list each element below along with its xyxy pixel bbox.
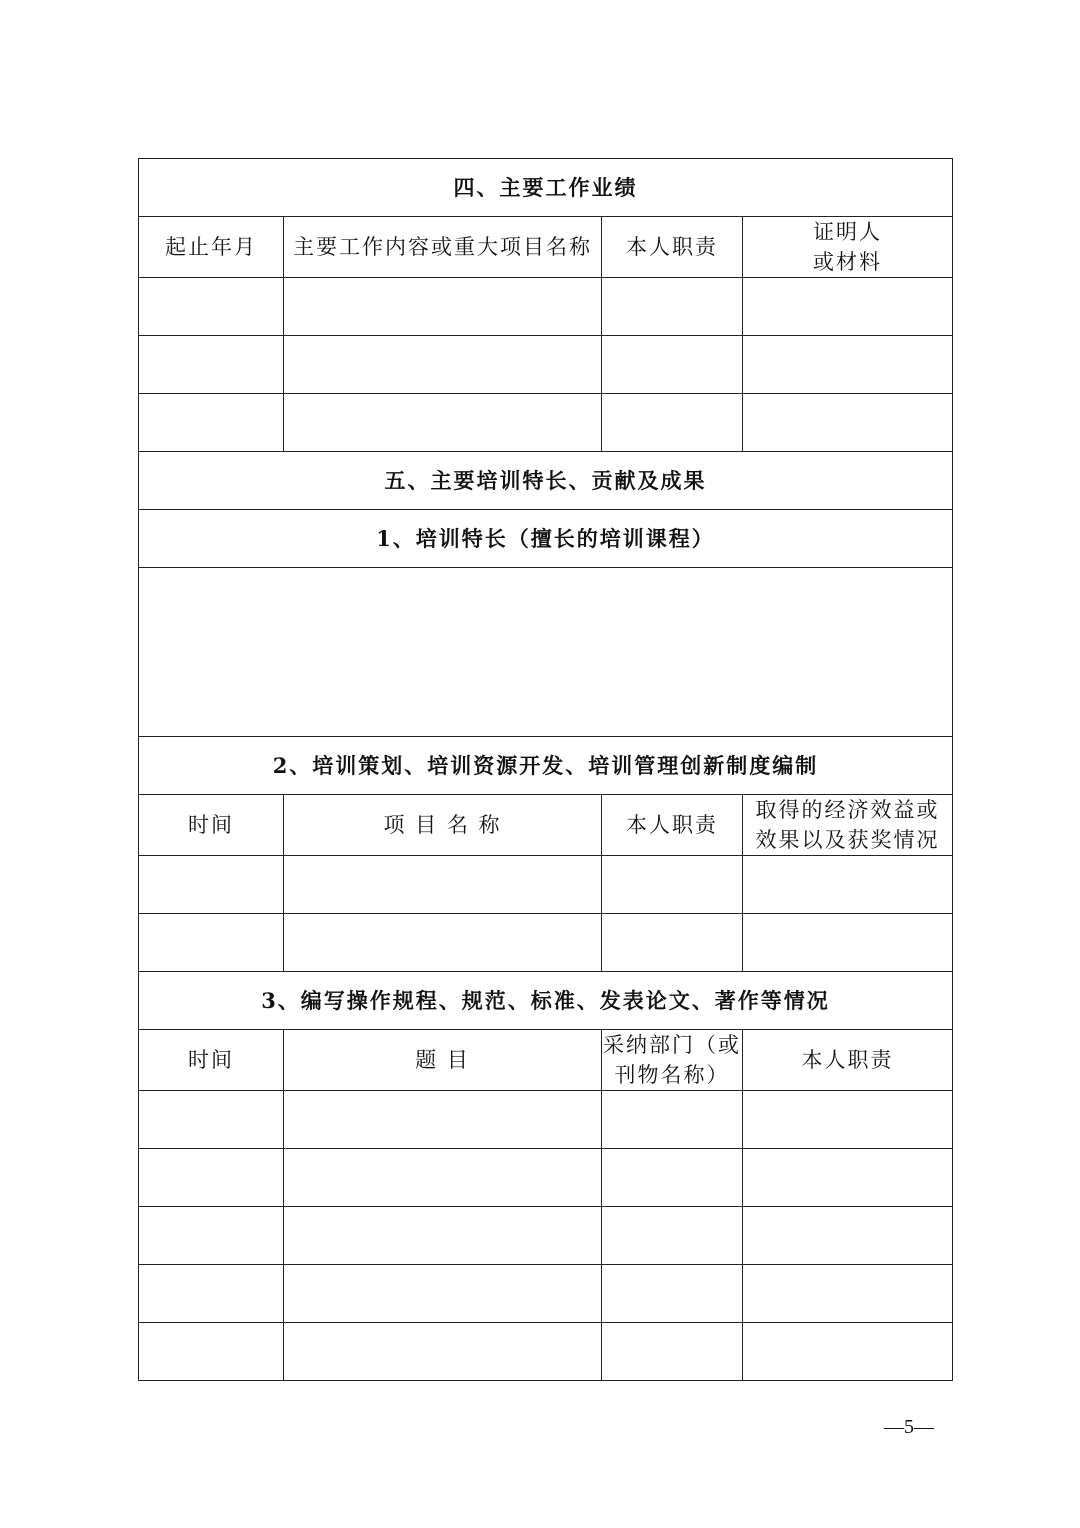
header-proof — [743, 217, 953, 278]
header-responsibility: 本人职责 — [743, 1030, 953, 1091]
blank-cell[interactable] — [743, 914, 953, 972]
page-number: —5— — [884, 1416, 934, 1438]
blank-cell[interactable] — [602, 394, 743, 452]
blank-cell[interactable] — [139, 1091, 284, 1149]
blank-cell[interactable] — [284, 914, 602, 972]
table-row — [139, 856, 953, 914]
header-adopting-dept-line1: 采纳部门（或 — [603, 1033, 741, 1057]
blank-cell[interactable] — [743, 1091, 953, 1149]
table-row — [139, 278, 953, 336]
blank-cell[interactable] — [743, 336, 953, 394]
blank-cell[interactable] — [139, 1323, 284, 1381]
table-row — [139, 336, 953, 394]
blank-cell[interactable] — [139, 1149, 284, 1207]
blank-cell[interactable] — [602, 914, 743, 972]
table-row — [139, 1323, 953, 1381]
blank-cell[interactable] — [139, 1265, 284, 1323]
header-time: 时间 — [139, 1030, 284, 1091]
table-row — [139, 1207, 953, 1265]
blank-cell[interactable] — [743, 1207, 953, 1265]
blank-cell[interactable] — [743, 856, 953, 914]
header-work-content: 主要工作内容或重大项目名称 — [284, 217, 602, 278]
blank-cell[interactable] — [743, 1149, 953, 1207]
header-period: 起止年月 — [139, 217, 284, 278]
blank-cell[interactable] — [139, 394, 284, 452]
blank-cell[interactable] — [743, 394, 953, 452]
blank-cell[interactable] — [602, 278, 743, 336]
blank-cell[interactable] — [139, 1207, 284, 1265]
training-specialty-field[interactable] — [139, 568, 953, 737]
blank-cell[interactable] — [602, 856, 743, 914]
header-project-name: 项 目 名 称 — [284, 795, 602, 856]
section4-header-row — [139, 217, 953, 278]
blank-cell[interactable] — [743, 1265, 953, 1323]
blank-cell[interactable] — [139, 856, 284, 914]
header-proof-line1: 证明人 — [813, 220, 882, 244]
blank-cell[interactable] — [284, 1323, 602, 1381]
table-row — [139, 914, 953, 972]
blank-cell[interactable] — [284, 336, 602, 394]
part3-header-row — [139, 1030, 953, 1091]
blank-cell[interactable] — [284, 394, 602, 452]
header-topic: 题 目 — [284, 1030, 602, 1091]
part2-title: 2、培训策划、培训资源开发、培训管理创新制度编制 — [139, 737, 953, 795]
blank-cell[interactable] — [284, 1265, 602, 1323]
blank-cell[interactable] — [602, 1265, 743, 1323]
table-row — [139, 1265, 953, 1323]
section4-title: 四、主要工作业绩 — [139, 159, 953, 217]
section5-title: 五、主要培训特长、贡献及成果 — [139, 452, 953, 510]
header-adopting-dept — [602, 1030, 743, 1091]
blank-cell[interactable] — [602, 1149, 743, 1207]
achievement-form-table — [138, 158, 953, 1381]
blank-cell[interactable] — [284, 1207, 602, 1265]
blank-cell[interactable] — [602, 1091, 743, 1149]
blank-cell[interactable] — [743, 278, 953, 336]
blank-cell[interactable] — [602, 1207, 743, 1265]
part1-title: 1、培训特长（擅长的培训课程） — [139, 510, 953, 568]
header-adopting-dept-line2: 刊物名称） — [614, 1063, 730, 1087]
header-benefit — [743, 795, 953, 856]
table-row — [139, 1091, 953, 1149]
header-proof-line2: 或材料 — [813, 250, 882, 274]
header-responsibility: 本人职责 — [602, 795, 743, 856]
blank-cell[interactable] — [284, 1091, 602, 1149]
blank-cell[interactable] — [139, 278, 284, 336]
table-row — [139, 1149, 953, 1207]
blank-cell[interactable] — [743, 1323, 953, 1381]
blank-cell[interactable] — [602, 336, 743, 394]
blank-cell[interactable] — [284, 1149, 602, 1207]
header-benefit-line1: 取得的经济效益或 — [755, 798, 940, 822]
blank-cell[interactable] — [139, 336, 284, 394]
table-row — [139, 394, 953, 452]
header-time: 时间 — [139, 795, 284, 856]
blank-cell[interactable] — [284, 278, 602, 336]
part2-header-row — [139, 795, 953, 856]
blank-cell[interactable] — [284, 856, 602, 914]
part3-title: 3、编写操作规程、规范、标准、发表论文、著作等情况 — [139, 972, 953, 1030]
header-benefit-line2: 效果以及获奖情况 — [755, 828, 940, 852]
blank-cell[interactable] — [602, 1323, 743, 1381]
header-responsibility: 本人职责 — [602, 217, 743, 278]
blank-cell[interactable] — [139, 914, 284, 972]
